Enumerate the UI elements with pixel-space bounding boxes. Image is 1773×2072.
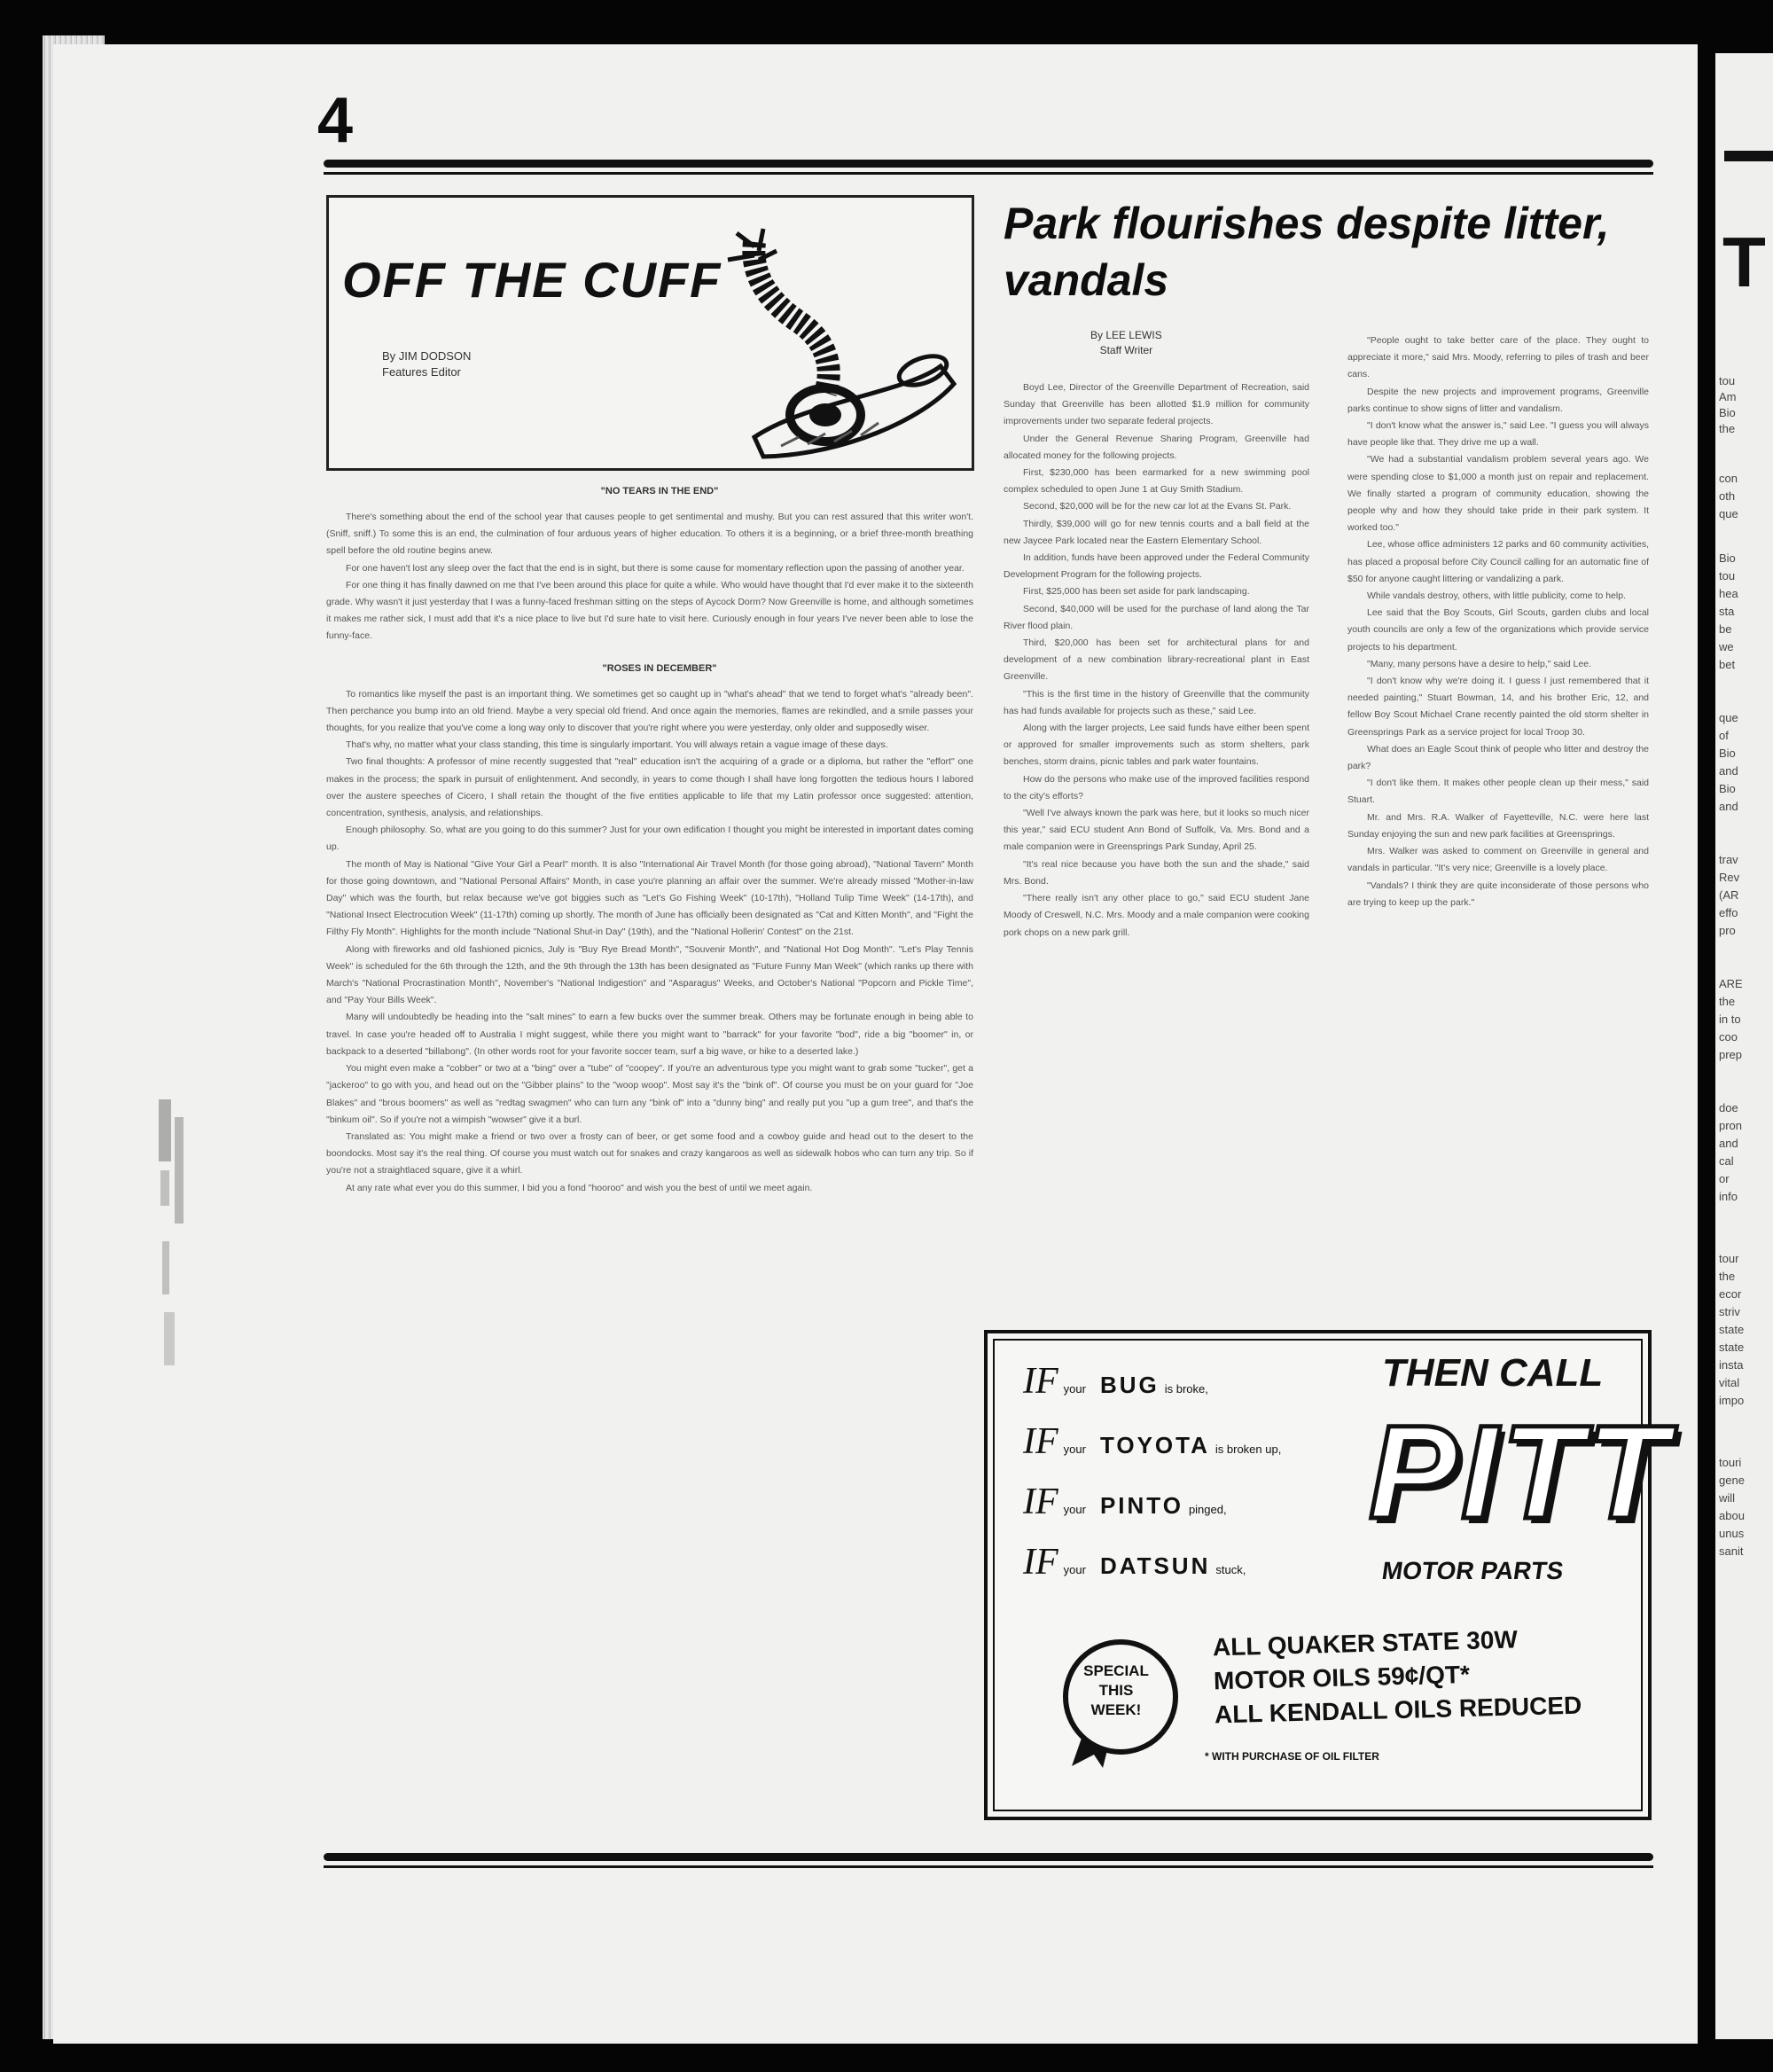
paragraph: For one thing it has finally dawned on me that I've been around this place for quite a while. Who would have thought that I'd ever make it to the sixteenth grade. Why wasn't it just yesterday that I was a funny-faced freshman sitting on the steps of Aycock Dorm? Now Greenville is home, and although sometimes it makes me rather sick, I must add that it's a nice place to live but I'd sure hate to visit here. Curiously enough in four years I've never been able to lose the funny-face. xyxy=(326,579,973,642)
paragraph: First, $230,000 has been earmarked for a new swimming pool complex scheduled to open June 1 at Guy Smith Stadium. xyxy=(1004,467,1309,496)
ad-if-line xyxy=(1023,1360,1214,1403)
paragraph: Along with fireworks and old fashioned picnics, July is "Buy Rye Bread Month", "Souvenir Month", and "National Hot Dog Month". "Let's Play Tennis Week" is scheduled for the 6th through the 12th, and the 9th through the 13th has been designated as "Future Funny Man Week" (which ranks up there with March's "National Procrastination Month", November's "National Indigestion" and "Asparagus" Weeks, and October's National "Popcorn and Pickle Time", and "Pay Your Bills Week". xyxy=(326,943,973,1006)
paragraph: How do the persons who make use of the improved facilities respond to the city's efforts? xyxy=(1004,773,1309,801)
adjacent-page-fragment: info xyxy=(1719,1190,1738,1203)
paragraph: "This is the first time in the history of Greenville that the community has had funds available for projects such as these," said Lee. xyxy=(1004,688,1309,716)
paragraph: At any rate what ever you do this summer, I bid you a fond "hooroo" and wish you the best of until we meet again. xyxy=(346,1182,813,1193)
paragraph: Many will undoubtedly be heading into the "salt mines" to earn a few bucks over the summer break. Others may be fortunate enough in being able to travel. In case you're headed off to Australia I might suggest, while there you might want to "barrack" for your favorite "bod", ride a big "boomer" in, or backpack to a deserted "billabong". (In other words root for your favorite soccer team, surf a big wave, or hike to a deserted lake.) xyxy=(326,1012,973,1057)
adjacent-page-fragment: the xyxy=(1719,422,1736,435)
adjacent-page-fragment: (AR xyxy=(1719,888,1739,902)
paragraph: You might even make a "cobber" or two at a "bing" over a "tube" of "coopey". If you're an adventurous type you might want to grab some "tucker", get a "jackeroo" to go with you, and head out on the "Gibber plains" to the "woop woop". Most say it's the "bink of". Of course you must be on your guard for "Joe Blakes" and "brous boomers" as well as "redtag swagmen" who can turn any "bink of" into a "dunny bing" and really put you "up a gum tree", and that's the "binkum oil". So if you're not a wimpish "wowser" give it a burl. xyxy=(326,1063,973,1125)
ad-if-car: DATSUN xyxy=(1099,1552,1211,1579)
adjacent-page-fragment: hea xyxy=(1719,587,1738,600)
ad-if-car: BUG xyxy=(1099,1372,1160,1398)
paragraph: Enough philosophy. So, what are you going to do this summer? Just for your own edification I thought you might be interested in important dates coming up. xyxy=(326,825,973,853)
ad-if-post: is broken up, xyxy=(1215,1443,1282,1456)
paragraph: Two final thoughts: A professor of mine recently suggested that "real" education isn't the acquiring of a grade or a diploma, but rather the "effort" one makes in the process; the spark in pursuit of enlightenment. And secondly, in years to come though I shall have long forgotten the tedious hours I labored over the austere speeches of Cicero, I shall retain the thought of the five entities applicable to life that my Latin professor once suggested: attention, concentration, synthesis, analysis, and relationships. xyxy=(326,756,973,819)
adjacent-page-fragment: Bio xyxy=(1719,406,1736,419)
adjacent-page-fragment: we xyxy=(1719,640,1734,653)
park-article-column-1 xyxy=(1004,379,1309,942)
adjacent-page-fragment: tour xyxy=(1719,1252,1739,1265)
adjacent-page-fragment: sta xyxy=(1719,605,1735,618)
paragraph: "We had a substantial vandalism problem several years ago. We were spending close to $1,000 a month just on repair and replacement. We finally started a program of community education, showing the people why and how they should take pride in their park system. It worked too." xyxy=(1347,454,1649,534)
adjacent-page-fragment: the xyxy=(1719,1270,1736,1283)
byline-author: By LEE LEWIS xyxy=(1090,329,1162,341)
ad-offer xyxy=(1213,1622,1582,1732)
ad-if-if: IF xyxy=(1023,1482,1058,1522)
column-byline xyxy=(382,348,471,380)
adjacent-page-fragment: Rev xyxy=(1719,871,1740,884)
off-the-cuff-header-box xyxy=(326,195,974,471)
park-article-column-2 xyxy=(1347,332,1649,911)
paragraph: "I don't know what the answer is," said Lee. "I guess you will always have people like that. They drive me up a wall. xyxy=(1347,420,1649,449)
ad-if-line xyxy=(1023,1420,1286,1463)
paragraph: What does an Eagle Scout think of people who litter and destroy the park? xyxy=(1347,743,1649,772)
adjacent-page-fragment: state xyxy=(1719,1323,1745,1336)
paragraph: "There really isn't any other place to go," said ECU student Jane Moody of Creswell, N.C. Mrs. Moody and a male companion were cooking pork chops on a new park grill. xyxy=(1004,893,1309,938)
cuff-illustration xyxy=(701,224,958,464)
adjacent-page-fragment: Bio xyxy=(1719,551,1736,565)
column-title: OFF THE CUFF xyxy=(342,252,722,308)
adjacent-page xyxy=(1715,53,1773,2039)
ad-if-if: IF xyxy=(1023,1361,1058,1402)
ad-offer-line: ALL KENDALL OILS REDUCED xyxy=(1214,1691,1582,1729)
ad-if-pre: your xyxy=(1063,1563,1086,1576)
adjacent-page-fragment: Bio xyxy=(1719,747,1736,760)
special-badge-line: WEEK! xyxy=(1090,1701,1142,1718)
paragraph: In addition, funds have been approved under the Federal Community Development Program for the following projects. xyxy=(1004,552,1309,581)
park-article-byline xyxy=(1090,328,1162,358)
adjacent-page-fragment: effo xyxy=(1719,906,1738,919)
paragraph: To romantics like myself the past is an important thing. We sometimes get so caught up in "what's ahead" that we tend to forget what's "already been". Then perchance you bump into an old friend. Maybe a very special old friend. And once again the memories, flames are rekindled, and a smile passes your thoughts, for you realize that you've come a long way only to discover that you're right where you were yesterday, only older and supposedly wiser. xyxy=(326,688,973,734)
adjacent-page-fragment: the xyxy=(1719,995,1736,1008)
paragraph: Second, $20,000 will be for the new car lot at the Evans St. Park. xyxy=(1023,501,1292,512)
ad-if-car: PINTO xyxy=(1099,1492,1183,1519)
adjacent-page-fragment: be xyxy=(1719,622,1732,636)
ad-if-pre: your xyxy=(1063,1382,1086,1396)
paragraph: "I don't like them. It makes other people clean up their mess," said Stuart. xyxy=(1347,778,1649,806)
adjacent-page-fragment: state xyxy=(1719,1341,1745,1354)
adjacent-page-headline-letter: T xyxy=(1722,223,1766,301)
paragraph: Translated as: You might make a friend or two over a frosty can of beer, or get some food and a cowboy guide and head out to the desert to the boondocks. Most say it's the real thing. Of course you must watch out for snakes and crazy kangaroos as well as sidewalk hobos who can turn any trip. So if you're not a straightlaced square, give it a whirl. xyxy=(326,1130,973,1177)
ad-if-pre: your xyxy=(1063,1503,1086,1516)
byline-title: Features Editor xyxy=(382,365,461,379)
paragraph: Along with the larger projects, Lee said funds have either been spent or approved for smaller improvements such as storm shelters, park benches, storm drains, picnic tables and park water fountains. xyxy=(1004,723,1309,768)
adjacent-page-fragment: and xyxy=(1719,1137,1738,1150)
paragraph: Lee said that the Boy Scouts, Girl Scouts, garden clubs and local youth councils are only a few of the organizations which provide service projects to his department. xyxy=(1347,607,1649,653)
ad-offer-note: * WITH PURCHASE OF OIL FILTER xyxy=(1205,1750,1379,1763)
adjacent-page-fragment: Bio xyxy=(1719,782,1736,795)
adjacent-page-fragment: oth xyxy=(1719,489,1736,503)
adjacent-page-fragment: bet xyxy=(1719,658,1736,671)
paragraph: Third, $20,000 has been set for architectural plans for and development of a new combination library-recreational plant in East Greenville. xyxy=(1004,637,1309,683)
paragraph: Lee, whose office administers 12 parks and 60 community activities, has placed a proposal before City Council calling for an automatic fine of $50 for anyone caught littering or vandalizing a park. xyxy=(1347,539,1649,584)
park-article-headline: Park flourishes despite litter, vandals xyxy=(1004,199,1610,305)
paragraph: Mrs. Walker was asked to comment on Greenville in general and vandals in particular. "It's very nice; Greenville is a lovely place. xyxy=(1347,846,1649,874)
paragraph: "People ought to take better care of the place. They ought to appreciate it more," said Mrs. Moody, referring to piles of trash and beer cans. xyxy=(1347,335,1649,380)
adjacent-page-fragment: pron xyxy=(1719,1119,1743,1132)
page-number: 4 xyxy=(317,85,354,156)
special-badge-line: SPECIAL xyxy=(1083,1662,1149,1679)
ad-if-post: pinged, xyxy=(1188,1503,1227,1516)
paragraph: The month of May is National "Give Your Girl a Pearl" month. It is also "International Air Travel Month (for those going abroad), "National Tavern" Month for those going downtown, and "National Personal Affairs" Month, in case you're planning an affair over the summer. We're already missed "Mother-in-law Day" which was the fourth, but relax because we've got biggies such as "Let's Go Fishing Week" (10-17th), "Holland Tulip Time Week" (14-17th), and "National Insect Electrocution Week" (11-17th) coming up shortly. The month of June has officially been designated as "Cat and Kitten Month", and "Fight the Filthy Fly Month". Highlights for the month include "National Shut-in Day" (19th), and the "National Hollerin' Contest" on the 21st. xyxy=(326,858,973,938)
adjacent-page-fragment: ecor xyxy=(1719,1287,1742,1301)
adjacent-page-fragment: gene xyxy=(1719,1474,1745,1487)
adjacent-page-fragment: insta xyxy=(1719,1358,1744,1372)
paragraph: Boyd Lee, Director of the Greenville Department of Recreation, said Sunday that Greenville has been allotted $1.9 million for community improvements under two separate federal projects. xyxy=(1004,382,1309,427)
ad-if-pre: your xyxy=(1063,1443,1086,1456)
paragraph: Under the General Revenue Sharing Program, Greenville had allocated money for the following projects. xyxy=(1004,433,1309,461)
adjacent-page-fragment: abou xyxy=(1719,1509,1745,1522)
paragraph: Thirdly, $39,000 will go for new tennis courts and a ball field at the new Jaycee Park located near the Eastern Elementary School. xyxy=(1004,518,1309,546)
paragraph: "Vandals? I think they are quite inconsiderate of those persons who are trying to keep up the park." xyxy=(1347,880,1649,908)
adjacent-page-fragment: trav xyxy=(1719,853,1738,866)
byline-author: By JIM DODSON xyxy=(382,349,472,363)
off-the-cuff-body xyxy=(326,486,973,1197)
adjacent-page-fragment: striv xyxy=(1719,1305,1740,1318)
paragraph: "It's real nice because you have both the sun and the shade," said Mrs. Bond. xyxy=(1004,858,1309,887)
adjacent-page-fragment: con xyxy=(1719,472,1738,485)
ad-offer-line: ALL QUAKER STATE 30W xyxy=(1212,1625,1519,1662)
adjacent-page-fragment: touri xyxy=(1719,1456,1742,1469)
pitt-motor-parts-ad xyxy=(984,1330,1671,1820)
adjacent-page-fragment: doe xyxy=(1719,1101,1738,1114)
adjacent-page-rule xyxy=(1724,151,1773,161)
ad-brand-sub: MOTOR PARTS xyxy=(1379,1557,1566,1584)
special-badge-text xyxy=(1067,1662,1165,1720)
binding-mark xyxy=(155,1099,191,1374)
ad-if-post: is broke, xyxy=(1164,1382,1208,1396)
paragraph: "I don't know why we're doing it. I guess I just remembered that it needed painting," Stuart Bowman, 14, and his brother Eric, 12, and fellow Boy Scout Michael Crane recently painted the old storm shelter in Greensprings Park as a service project for local Troop 30. xyxy=(1347,676,1649,738)
adjacent-page-fragment: in to xyxy=(1719,1013,1741,1026)
adjacent-page-fragment: coo xyxy=(1719,1030,1738,1044)
ad-offer-line: MOTOR OILS 59¢/QT* xyxy=(1213,1660,1471,1695)
adjacent-page-fragment: vital xyxy=(1719,1376,1740,1389)
adjacent-page-fragment: or xyxy=(1719,1172,1730,1185)
section-subhead: "NO TEARS IN THE END" xyxy=(600,486,719,496)
adjacent-page-fragment: ARE xyxy=(1719,977,1743,990)
paragraph: First, $25,000 has been set aside for park landscaping. xyxy=(1023,586,1250,598)
ad-if-if: IF xyxy=(1023,1542,1058,1583)
ad-if-line xyxy=(1023,1481,1232,1523)
ad-if-car: TOYOTA xyxy=(1099,1432,1210,1458)
paragraph: That's why, no matter what your class standing, this time is singularly important. You will always retain a vague image of these days. xyxy=(346,739,888,751)
ad-if-if: IF xyxy=(1023,1421,1058,1462)
adjacent-page-fragment: que xyxy=(1719,507,1738,520)
adjacent-page-fragment: tou xyxy=(1719,569,1736,583)
adjacent-page-fragment: cal xyxy=(1719,1154,1734,1168)
paragraph: "Well I've always known the park was here, but it looks so much nicer this year," said ECU student Ann Bond of Suffolk, Va. Mrs. Bond and a male companion were in Greensprings Park Sunday, April 25. xyxy=(1004,808,1309,853)
adjacent-page-fragment: tou xyxy=(1719,374,1736,387)
ad-then-call: THEN CALL xyxy=(1382,1351,1604,1395)
adjacent-page-fragment: will xyxy=(1719,1491,1736,1505)
adjacent-page-fragment: and xyxy=(1719,764,1738,778)
paragraph: "Many, many persons have a desire to help," said Lee. xyxy=(1367,658,1591,669)
paragraph: Second, $40,000 will be used for the purchase of land along the Tar River flood plain. xyxy=(1004,603,1309,631)
adjacent-page-fragment: pro xyxy=(1719,924,1736,937)
section-subhead: "ROSES IN DECEMBER" xyxy=(602,662,717,674)
ad-if-post: stuck, xyxy=(1215,1563,1246,1576)
paragraph: Despite the new projects and improvement programs, Greenville parks continue to show signs of litter and vandalism. xyxy=(1347,386,1649,414)
ad-brand-logo: PITT xyxy=(1369,1397,1671,1546)
adjacent-page-fragment: que xyxy=(1719,711,1738,724)
adjacent-page-fragment: of xyxy=(1719,729,1729,742)
paragraph: There's something about the end of the school year that causes people to get sentimental and mushy. But you can rest assured that this writer won't. (Sniff, sniff.) To some this is an end, the culmination of four arduous years of higher education. To others it is a beginning, or a brief three-month breathing spell before the old routine begins anew. xyxy=(326,512,973,557)
ad-if-line xyxy=(1023,1541,1251,1583)
paragraph: Mr. and Mrs. R.A. Walker of Fayetteville, N.C. were here last Sunday enjoying the sun and new park facilities at Greensprings. xyxy=(1347,811,1649,840)
special-badge-line: THIS xyxy=(1098,1682,1134,1699)
bottom-rule xyxy=(324,1853,1653,1868)
adjacent-page-fragment: impo xyxy=(1719,1394,1745,1407)
adjacent-page-fragment: sanit xyxy=(1719,1544,1744,1558)
adjacent-page-fragment: Am xyxy=(1719,390,1737,403)
top-rule xyxy=(324,160,1653,175)
adjacent-page-fragment: and xyxy=(1719,800,1738,813)
byline-title: Staff Writer xyxy=(1099,344,1153,356)
paragraph: While vandals destroy, others, with little publicity, come to help. xyxy=(1367,590,1626,602)
adjacent-page-fragment: unus xyxy=(1719,1527,1745,1540)
adjacent-page-fragment: prep xyxy=(1719,1048,1743,1061)
paragraph: For one haven't lost any sleep over the fact that the end is in sight, but there is some cause for momentary reflection upon the passing of another year. xyxy=(346,562,965,574)
